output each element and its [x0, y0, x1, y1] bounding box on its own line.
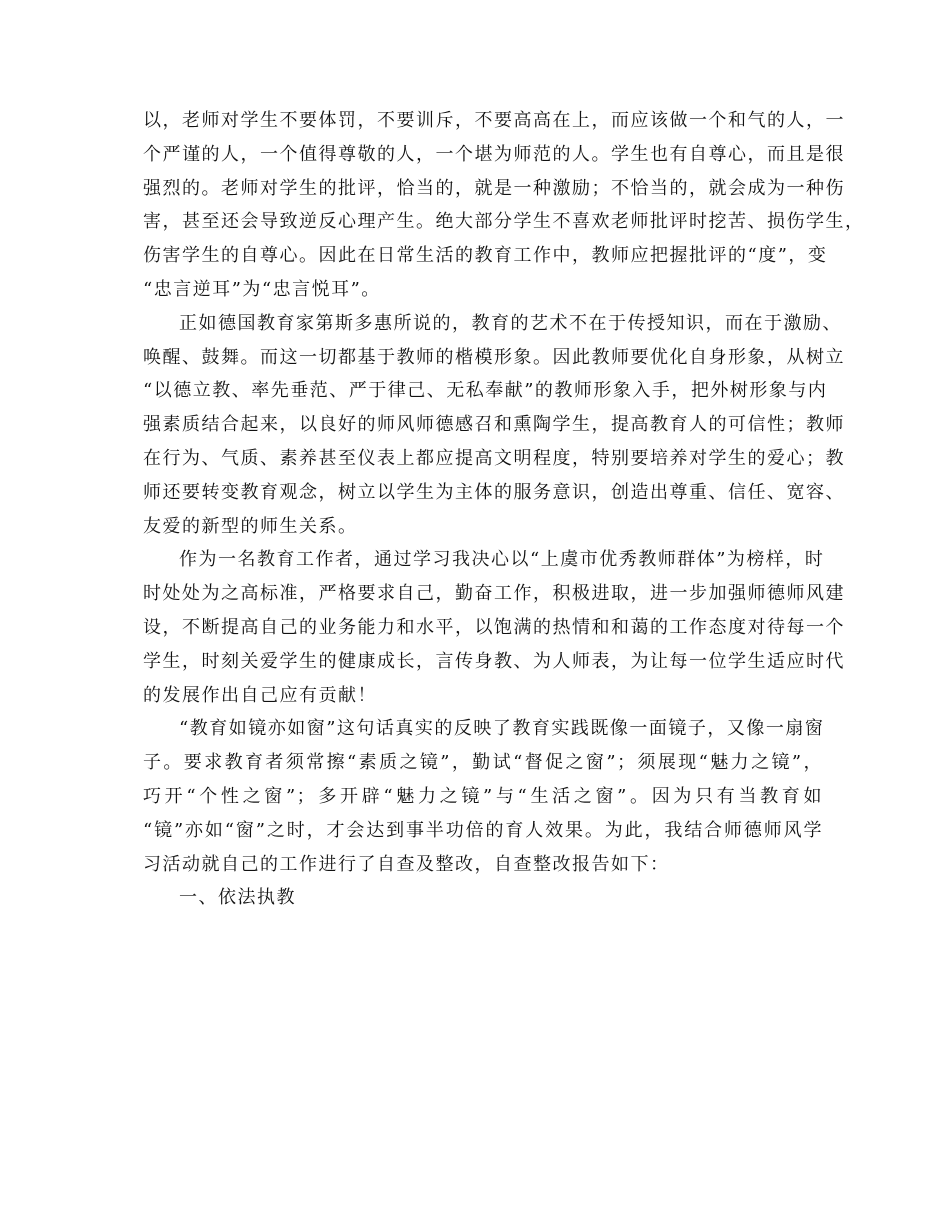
paragraph-p1 — [143, 104, 865, 307]
text-line: “以德立教、率先垂范、严于律己、无私奉献”的教师形象入手，把外树形象与内 — [143, 380, 828, 402]
text-line: 以，老师对学生不要体罚，不要训斥，不要高高在上，而应该做一个和气的人，一 — [143, 110, 845, 131]
text-line: 师还要转变教育观念，树立以学生为主体的服务意识，创造出尊重、信任、宽容、 — [143, 481, 845, 503]
document-body — [143, 104, 865, 915]
text-line: 设，不断提高自己的业务能力和水平，以饱满的热情和和蔼的工作态度对待每一个 — [143, 616, 845, 638]
text-line: 强素质结合起来，以良好的师风师德感召和熏陶学生，提高教育人的可信性；教师 — [143, 414, 845, 436]
text-line: “镜”亦如“窗”之时，才会达到事半功倍的育人效果。为此，我结合师德师风学 — [143, 819, 823, 841]
text-line: 习活动就自己的工作进行了自查及整改，自查整改报告如下： — [143, 853, 670, 875]
text-line: 个严谨的人，一个值得尊敬的人，一个堪为师范的人。学生也有自尊心，而且是很 — [143, 143, 845, 165]
text-line: 友爱的新型的师生关系。 — [143, 515, 358, 537]
text-line: 的发展作出自己应有贡献！ — [143, 684, 377, 706]
text-line: 在行为、气质、素养甚至仪表上都应提高文明程度，特别要培养对学生的爱心；教 — [143, 447, 845, 469]
text-line: 时处处为之高标准，严格要求自己，勤奋工作，积极进取，进一步加强师德师风建 — [143, 583, 845, 605]
paragraph-p5 — [143, 881, 823, 915]
text-line: 唤醒、鼓舞。而这一切都基于教师的楷模形象。因此教师要优化自身形象，从树立 — [143, 346, 845, 368]
paragraph-p4 — [143, 712, 823, 881]
text-line: “教育如镜亦如窗”这句话真实的反映了教育实践既像一面镜子，又像一扇窗 — [179, 718, 825, 740]
text-line: 学生，时刻关爱学生的健康成长，言传身教、为人师表，为让每一位学生适应时代 — [143, 650, 845, 672]
text-line: 作为一名教育工作者，通过学习我决心以“上虞市优秀教师群体”为榜样，时 — [179, 549, 825, 571]
text-line: 一、依法执教 — [179, 887, 296, 909]
text-line: 巧开“个性之窗”；多开辟“魅力之镜”与“生活之窗”。因为只有当教育如 — [143, 785, 823, 807]
text-line: 强烈的。老师对学生的批评，恰当的，就是一种激励；不恰当的，就会成为一种伤 — [143, 177, 845, 199]
paragraph-p2 — [143, 307, 845, 544]
text-line: 子。要求教育者须常擦“素质之镜”，勤试“督促之窗”；须展现“魅力之镜”， — [143, 752, 823, 774]
text-line: 害，甚至还会导致逆反心理产生。绝大部分学生不喜欢老师批评时挖苦、损伤学生， — [143, 211, 865, 233]
text-line: “忠言逆耳”为“忠言悦耳”。 — [143, 278, 381, 300]
paragraph-p3 — [143, 543, 845, 712]
text-line: 正如德国教育家第斯多惠所说的，教育的艺术不在于传授知识，而在于激励、 — [179, 312, 842, 334]
text-line: 伤害学生的自尊心。因此在日常生活的教育工作中，教师应把握批评的“度”，变 — [143, 245, 828, 267]
